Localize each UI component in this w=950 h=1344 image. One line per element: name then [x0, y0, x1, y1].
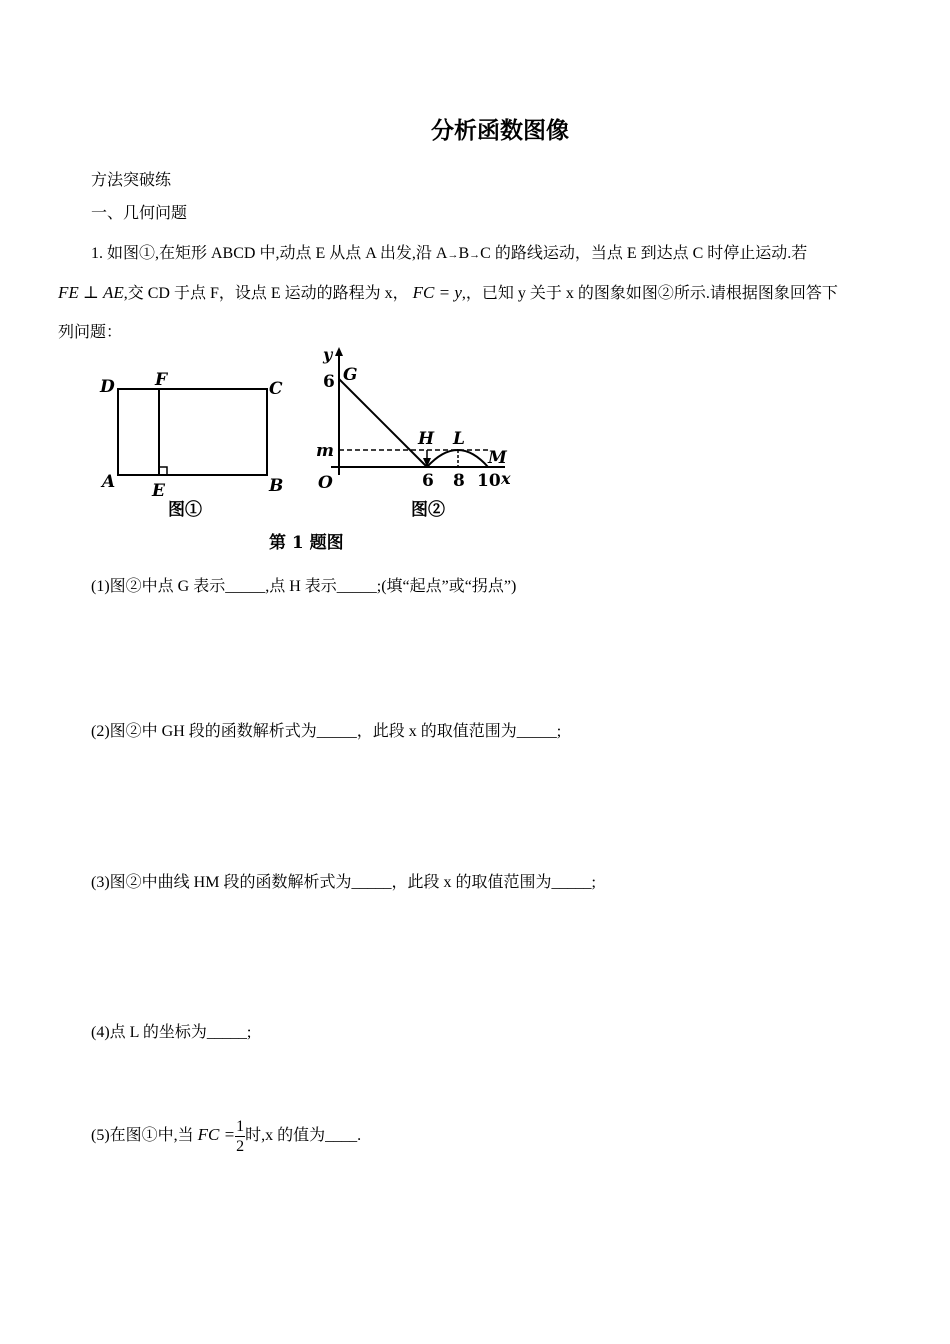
problem-line-2 [58, 283, 838, 304]
y-axis-arrow [335, 347, 343, 356]
problem-line-1 [91, 244, 807, 265]
problem-intro-text: 1. 如图①,在矩形 ABCD 中,动点 E 从点 A 出发,沿 A [91, 245, 448, 262]
arrow-symbol: → [469, 249, 481, 261]
perpendicular-formula: FE ⊥ AE [58, 283, 124, 302]
label-c: C [269, 379, 283, 399]
fraction-numerator: 1 [236, 1117, 245, 1135]
question-5-fc: FC = [197, 1125, 236, 1144]
question-1: (1)图②中点 G 表示_____,点 H 表示_____;(填“起点”或“拐点”) [91, 578, 517, 595]
label-h: H [418, 429, 435, 449]
problem-line-2-mid: ,交 CD 于点 F，设点 E 运动的路程为 x， [123, 285, 409, 302]
question-5 [91, 1115, 361, 1156]
label-x-six: 6 [422, 471, 434, 491]
problem-figures [95, 343, 525, 558]
figure-1-caption: 图① [168, 500, 202, 520]
label-y-axis: y [323, 345, 333, 364]
label-x-eight: 8 [453, 471, 465, 491]
point-b-text: B [458, 245, 470, 262]
question-5-suffix: 时,x 的值为____. [245, 1127, 362, 1144]
question-2: (2)图②中 GH 段的函数解析式为_____，此段 x 的取值范围为_____; [91, 723, 562, 740]
problem-line-3: 列问题： [58, 324, 123, 341]
label-a: A [102, 472, 116, 492]
segment-gh [339, 379, 427, 467]
fraction-denominator: 2 [236, 1137, 245, 1155]
subsection-heading: 一、几何问题 [91, 205, 188, 222]
figure-2-graph [316, 345, 511, 520]
arrow-h-head [423, 458, 431, 467]
right-angle-mark [159, 467, 167, 475]
label-x-axis: x [501, 469, 511, 488]
label-b: B [269, 476, 284, 496]
question-4: (4)点 L 的坐标为_____; [91, 1024, 252, 1041]
problem-line-2-end: ,，已知 y 关于 x 的图象如图②所示.请根据图象回答下 [461, 285, 838, 302]
label-l: L [453, 429, 465, 449]
problem-intro-rest: C 的路线运动，当点 E 到达点 C 时停止运动.若 [480, 245, 808, 262]
question-5-prefix: (5)在图①中,当 [91, 1127, 194, 1144]
label-d: D [100, 377, 115, 397]
label-g: G [343, 365, 358, 385]
label-m-point: M [488, 448, 507, 468]
figure-2-caption: 图② [411, 500, 445, 520]
section-heading: 方法突破练 [91, 172, 172, 189]
question-3: (3)图②中曲线 HM 段的函数解析式为_____，此段 x 的取值范围为_____; [91, 874, 596, 891]
page-title: 分析函数图像 [431, 118, 569, 144]
fraction-one-half [235, 1117, 245, 1156]
label-origin: O [318, 473, 333, 493]
figure-caption: 第 1 题图 [269, 533, 344, 553]
label-f: F [155, 370, 168, 390]
arrow-symbol: → [447, 249, 459, 261]
label-y-six: 6 [323, 372, 335, 392]
rectangle-abcd [118, 389, 267, 475]
label-x-ten: 10 [477, 471, 501, 491]
label-m: m [316, 441, 334, 461]
label-e: E [152, 481, 165, 501]
fc-equals-y-formula: FC = y [412, 283, 462, 302]
figure-1-rectangle [99, 370, 283, 520]
